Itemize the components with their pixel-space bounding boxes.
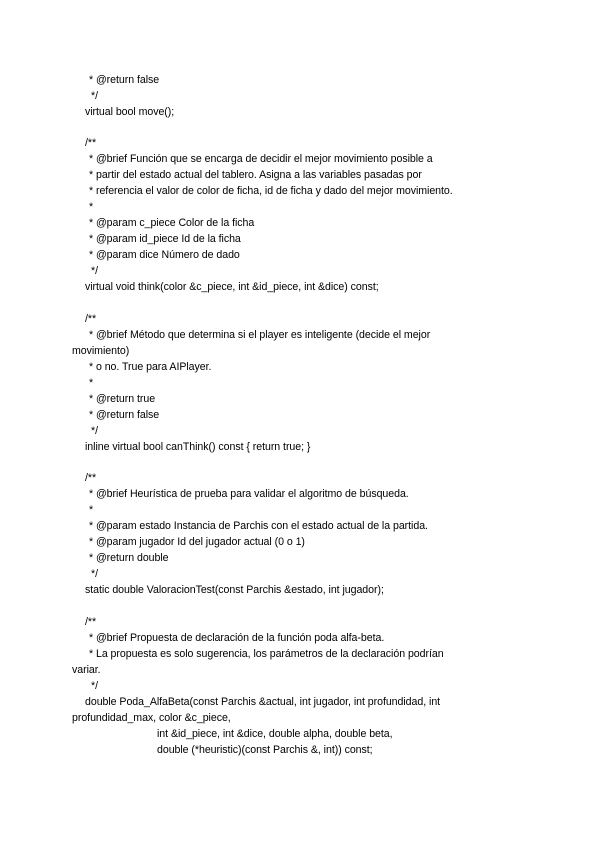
code-line: * — [89, 201, 94, 213]
code-line: * @brief Heurística de prueba para validar el algoritmo de búsqueda. — [89, 488, 409, 500]
code-line: double (*heuristic)(const Parchis &, int)) const; — [157, 744, 373, 756]
code-line: profundidad_max, color &c_piece, — [72, 712, 231, 724]
code-line: * @param id_piece Id de la ficha — [89, 233, 241, 245]
code-line: * La propuesta es solo sugerencia, los parámetros de la declaración podrían — [89, 648, 444, 660]
code-line: * @param jugador Id del jugador actual (0 o 1) — [89, 536, 305, 548]
code-line: * @return false — [89, 74, 160, 86]
code-line: movimiento) — [72, 345, 130, 357]
code-line: /** — [85, 137, 97, 149]
code-line: * o no. True para AIPlayer. — [89, 361, 212, 373]
code-line: /** — [85, 313, 97, 325]
code-line: */ — [91, 265, 98, 277]
code-line: static double ValoracionTest(const Parchis &estado, int jugador); — [85, 584, 384, 596]
code-line: * — [89, 504, 94, 516]
code-line: */ — [91, 568, 98, 580]
code-line: double Poda_AlfaBeta(const Parchis &actual, int jugador, int profundidad, int — [85, 696, 441, 708]
code-line: * @param estado Instancia de Parchis con el estado actual de la partida. — [89, 520, 428, 532]
code-line: */ — [91, 680, 98, 692]
code-line: * — [89, 377, 94, 389]
code-line: */ — [91, 425, 98, 437]
code-line: /** — [85, 472, 97, 484]
code-line: * @brief Función que se encarga de decidir el mejor movimiento posible a — [89, 153, 433, 165]
code-line: * @return double — [89, 552, 169, 564]
code-line: * @return true — [89, 393, 156, 405]
code-line: * @brief Propuesta de declaración de la función poda alfa-beta. — [89, 632, 385, 644]
code-line: * @param dice Número de dado — [89, 249, 240, 261]
code-line: * @param c_piece Color de la ficha — [89, 217, 255, 229]
code-line: * referencia el valor de color de ficha, id de ficha y dado del mejor movimiento. — [89, 185, 453, 197]
code-line: virtual void think(color &c_piece, int &id_piece, int &dice) const; — [85, 281, 379, 293]
code-line: * @return false — [89, 409, 160, 421]
code-line: * partir del estado actual del tablero. Asigna a las variables pasadas por — [89, 169, 422, 181]
code-line: inline virtual bool canThink() const { return true; } — [85, 441, 311, 453]
code-line: int &id_piece, int &dice, double alpha, double beta, — [157, 728, 393, 740]
code-line: */ — [91, 90, 98, 102]
code-line: variar. — [72, 664, 101, 676]
code-line: virtual bool move(); — [85, 106, 175, 118]
code-line: * @brief Método que determina si el player es inteligente (decide el mejor — [89, 329, 431, 341]
code-line: /** — [85, 616, 97, 628]
